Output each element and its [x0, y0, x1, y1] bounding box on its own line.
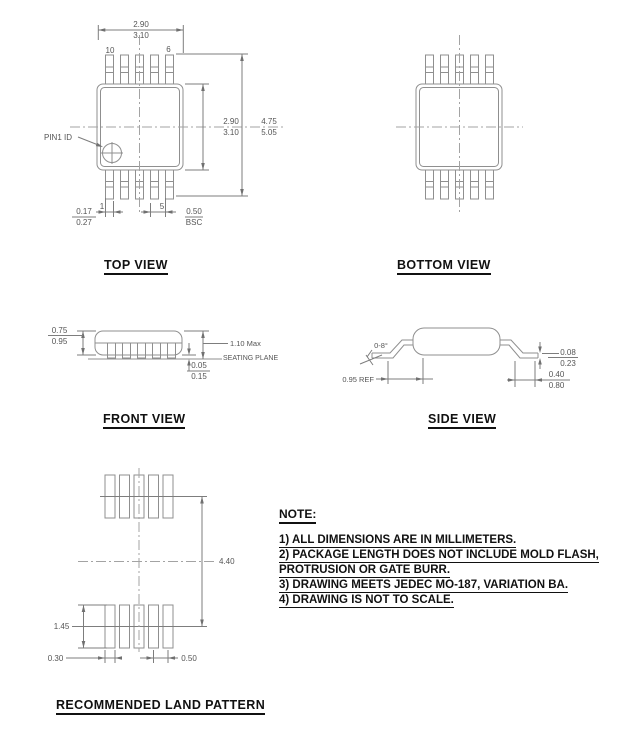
- note-line-4: 3) DRAWING MEETS JEDEC MO-187, VARIATION BA.: [279, 579, 569, 591]
- lead-angle-label: 0-8°: [374, 341, 388, 350]
- dim-top-pitch: 0.50 BSC: [185, 207, 203, 227]
- land-dim-pad-width: [66, 650, 122, 663]
- bottom-view-title: BOTTOM VIEW: [397, 258, 491, 275]
- seating-plane-label: SEATING PLANE: [223, 355, 279, 362]
- land-dim-pitch: [140, 650, 178, 663]
- dim-front-standoff: 0.05 0.15: [191, 361, 207, 381]
- pin1-id-marker: [101, 142, 123, 164]
- side-dim-lead-ref: [376, 358, 433, 384]
- pin-number-6: 6: [166, 45, 171, 54]
- dim-front-height-max: 1.10 Max: [230, 339, 261, 348]
- dim-land-pitch: 0.50: [181, 654, 197, 663]
- dim-side-lead-thickness: 0.08 0.23: [560, 347, 576, 368]
- dim-top-body-height: 2.90 3.10: [223, 117, 239, 137]
- note-block: [279, 507, 609, 609]
- bottom-view-drawing: [396, 35, 523, 215]
- dim-land-pad-height: 1.45: [53, 622, 70, 631]
- pin1-leader: [78, 137, 103, 147]
- dim-land-pad-width: 0.30: [47, 654, 64, 663]
- pin1-id-label: PIN1 ID: [44, 133, 73, 142]
- note-heading: NOTE:: [279, 507, 609, 521]
- pin-number-10: 10: [105, 46, 115, 55]
- dim-side-foot-length: 0.40 0.80: [548, 370, 565, 390]
- dim-top-width: 2.90 3.10: [133, 20, 149, 40]
- side-view-title: SIDE VIEW: [428, 412, 496, 429]
- front-leads: [108, 343, 176, 358]
- dim-front-thickness: 0.75 0.95: [51, 325, 68, 346]
- dim-top-lead-width: 0.17 0.27: [76, 207, 92, 227]
- land-pattern-title: RECOMMENDED LAND PATTERN: [56, 698, 265, 715]
- side-lead-right: [500, 340, 538, 358]
- dim-land-row-span: 4.40: [219, 557, 235, 566]
- top-view-title: TOP VIEW: [104, 258, 168, 275]
- pin-number-1: 1: [99, 202, 105, 211]
- front-view-title: FRONT VIEW: [103, 412, 185, 429]
- note-line-5: 4) DRAWING IS NOT TO SCALE.: [279, 594, 454, 606]
- land-pattern-drawing: [66, 468, 217, 663]
- dim-top-overall-height: 4.75 5.05: [261, 117, 277, 137]
- note-line-3: PROTRUSION OR GATE BURR.: [279, 564, 451, 576]
- side-body-outline: [413, 328, 500, 355]
- pin-number-5: 5: [159, 202, 165, 211]
- note-line-1: 1) ALL DIMENSIONS ARE IN MILLIMETERS.: [279, 534, 517, 546]
- lead-ref-label: 0.95 REF: [342, 375, 374, 384]
- note-line-2: 2) PACKAGE LENGTH DOES NOT INCLUDE MOLD FLASH,: [279, 549, 599, 561]
